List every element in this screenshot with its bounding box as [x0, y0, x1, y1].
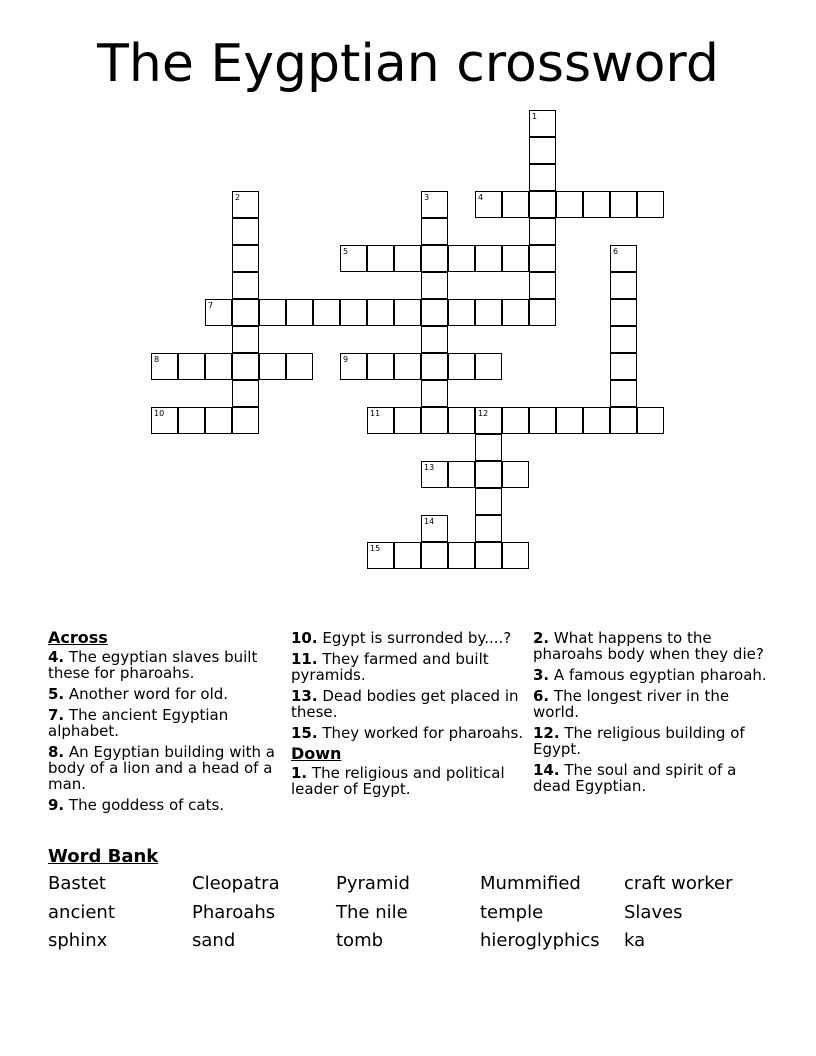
clue-number: 1 [532, 112, 538, 121]
across-header: Across [48, 628, 108, 647]
grid-cell[interactable] [367, 353, 394, 380]
grid-cell[interactable] [475, 245, 502, 272]
clue-number: 14 [424, 517, 435, 526]
grid-cell[interactable] [367, 299, 394, 326]
grid-cell[interactable] [421, 245, 448, 272]
clue-number: 3 [424, 193, 430, 202]
grid-cell[interactable] [529, 137, 556, 164]
word-bank-item: temple [480, 902, 544, 923]
clue-item [533, 762, 768, 794]
clue-column-3 [533, 630, 768, 799]
clue-number: 9. [48, 796, 65, 814]
grid-cell[interactable] [232, 218, 259, 245]
grid-cell[interactable] [340, 353, 367, 380]
word-bank-item: craft worker [624, 873, 733, 894]
clue-number: 2. [533, 629, 550, 647]
clue-text: What happens to the pharoahs body when they die? [533, 629, 764, 663]
clue-text: Dead bodies get placed in these. [291, 687, 519, 721]
clue-item [291, 651, 526, 683]
grid-cell[interactable] [232, 245, 259, 272]
grid-cell[interactable] [151, 407, 178, 434]
clue-number: 13 [424, 463, 435, 472]
clue-text: The longest river in the world. [533, 687, 730, 721]
clue-item [48, 744, 283, 792]
word-bank-item: Bastet [48, 873, 106, 894]
clue-number: 13. [291, 687, 318, 705]
clue-item [291, 765, 526, 797]
word-bank-item: Slaves [624, 902, 683, 923]
grid-cell[interactable] [232, 299, 259, 326]
clue-column-2 [291, 630, 526, 802]
word-bank-title: Word Bank [48, 846, 159, 867]
clue-item [48, 649, 283, 681]
grid-cell[interactable] [232, 191, 259, 218]
grid-cell[interactable] [610, 191, 637, 218]
clue-text: A famous egyptian pharoah. [549, 666, 767, 684]
grid-cell[interactable] [529, 272, 556, 299]
grid-cell[interactable] [610, 272, 637, 299]
clue-number: 8 [154, 355, 160, 364]
grid-cell[interactable] [421, 191, 448, 218]
word-bank-item: The nile [336, 902, 408, 923]
word-bank-item: Cleopatra [192, 873, 280, 894]
word-bank-item: Pharoahs [192, 902, 276, 923]
grid-cell[interactable] [421, 326, 448, 353]
grid-cell[interactable] [502, 542, 529, 569]
clue-number: 2 [235, 193, 241, 202]
page-title: The Eygptian crossword [97, 34, 719, 94]
grid-cell[interactable] [502, 299, 529, 326]
grid-cell[interactable] [475, 434, 502, 461]
grid-cell[interactable] [610, 380, 637, 407]
clue-text: The egyptian slaves built these for pharoahs. [48, 648, 258, 682]
grid-cell[interactable] [475, 542, 502, 569]
clue-text: An Egyptian building with a body of a lion and a head of a man. [48, 743, 275, 793]
clue-text: They worked for pharoahs. [317, 724, 524, 742]
grid-cell[interactable] [421, 407, 448, 434]
clue-number: 7 [208, 301, 214, 310]
clue-number: 7. [48, 706, 65, 724]
clue-number: 10 [154, 409, 165, 418]
grid-cell[interactable] [313, 299, 340, 326]
clue-number: 10. [291, 629, 318, 647]
clue-text: The religious and political leader of Egypt. [291, 764, 505, 798]
word-bank-item: sphinx [48, 930, 108, 951]
clue-number: 11 [370, 409, 381, 418]
grid-cell[interactable] [475, 461, 502, 488]
clue-item [48, 707, 283, 739]
grid-cell[interactable] [421, 380, 448, 407]
grid-cell[interactable] [286, 299, 313, 326]
grid-cell[interactable] [205, 407, 232, 434]
clue-item [533, 630, 768, 662]
grid-cell[interactable] [421, 272, 448, 299]
grid-cell[interactable] [367, 407, 394, 434]
grid-cell[interactable] [394, 407, 421, 434]
grid-cell[interactable] [448, 461, 475, 488]
grid-cell[interactable] [529, 299, 556, 326]
clue-number: 8. [48, 743, 65, 761]
clue-number: 4 [478, 193, 484, 202]
word-bank-item: ka [624, 930, 646, 951]
grid-cell[interactable] [232, 407, 259, 434]
grid-cell[interactable] [448, 353, 475, 380]
grid-cell[interactable] [151, 353, 178, 380]
grid-cell[interactable] [205, 299, 232, 326]
grid-cell[interactable] [340, 245, 367, 272]
grid-cell[interactable] [367, 542, 394, 569]
clue-number: 5 [343, 247, 349, 256]
grid-cell[interactable] [340, 299, 367, 326]
grid-cell[interactable] [529, 407, 556, 434]
grid-cell[interactable] [178, 407, 205, 434]
clue-number: 6. [533, 687, 550, 705]
grid-cell[interactable] [421, 542, 448, 569]
clue-number: 9 [343, 355, 349, 364]
grid-cell[interactable] [394, 245, 421, 272]
grid-cell[interactable] [367, 245, 394, 272]
clue-number: 12 [478, 409, 489, 418]
clue-text: The religious building of Egypt. [533, 724, 745, 758]
clue-number: 1. [291, 764, 308, 782]
grid-cell[interactable] [232, 272, 259, 299]
clue-text: Another word for old. [64, 685, 229, 703]
grid-cell[interactable] [259, 353, 286, 380]
grid-cell[interactable] [610, 407, 637, 434]
grid-cell[interactable] [529, 245, 556, 272]
grid-cell[interactable] [556, 407, 583, 434]
word-bank-item: tomb [336, 930, 384, 951]
grid-cell[interactable] [421, 461, 448, 488]
clue-number: 4. [48, 648, 65, 666]
clue-item [48, 686, 283, 702]
grid-cell[interactable] [475, 407, 502, 434]
clue-number: 3. [533, 666, 550, 684]
grid-cell[interactable] [529, 110, 556, 137]
grid-cell[interactable] [259, 299, 286, 326]
clue-text: The soul and spirit of a dead Egyptian. [533, 761, 737, 795]
clue-text: The ancient Egyptian alphabet. [48, 706, 229, 740]
grid-cell[interactable] [475, 353, 502, 380]
grid-cell[interactable] [394, 353, 421, 380]
clue-item [291, 725, 526, 741]
grid-cell[interactable] [610, 245, 637, 272]
grid-cell[interactable] [529, 164, 556, 191]
clue-text: They farmed and built pyramids. [291, 650, 489, 684]
grid-cell[interactable] [448, 542, 475, 569]
grid-cell[interactable] [286, 353, 313, 380]
grid-cell[interactable] [421, 299, 448, 326]
grid-cell[interactable] [232, 353, 259, 380]
clue-number: 15. [291, 724, 318, 742]
word-bank-item: ancient [48, 902, 115, 923]
grid-cell[interactable] [232, 380, 259, 407]
grid-cell[interactable] [448, 245, 475, 272]
grid-cell[interactable] [475, 488, 502, 515]
grid-cell[interactable] [583, 407, 610, 434]
grid-cell[interactable] [394, 542, 421, 569]
grid-cell[interactable] [448, 407, 475, 434]
grid-cell[interactable] [610, 299, 637, 326]
clue-item [533, 667, 768, 683]
grid-cell[interactable] [421, 515, 448, 542]
word-bank-item: sand [192, 930, 236, 951]
grid-cell[interactable] [502, 191, 529, 218]
clue-item [48, 797, 283, 813]
grid-cell[interactable] [475, 515, 502, 542]
grid-cell[interactable] [637, 407, 664, 434]
clue-number: 11. [291, 650, 318, 668]
grid-cell[interactable] [502, 461, 529, 488]
grid-cell[interactable] [502, 245, 529, 272]
clue-item [291, 688, 526, 720]
grid-cell[interactable] [502, 407, 529, 434]
grid-cell[interactable] [610, 326, 637, 353]
grid-cell[interactable] [421, 218, 448, 245]
grid-cell[interactable] [232, 326, 259, 353]
clue-item [533, 688, 768, 720]
word-bank-item: Mummified [480, 873, 581, 894]
grid-cell[interactable] [556, 191, 583, 218]
down-header: Down [291, 744, 342, 763]
grid-cell[interactable] [637, 191, 664, 218]
word-bank-item: hieroglyphics [480, 930, 600, 951]
grid-cell[interactable] [583, 191, 610, 218]
grid-cell[interactable] [475, 191, 502, 218]
clue-number: 14. [533, 761, 560, 779]
grid-cell[interactable] [394, 299, 421, 326]
clue-item [533, 725, 768, 757]
grid-cell[interactable] [610, 353, 637, 380]
clue-item [291, 630, 526, 646]
grid-cell[interactable] [205, 353, 232, 380]
grid-cell[interactable] [448, 299, 475, 326]
clue-text: Egypt is surronded by....? [317, 629, 512, 647]
clue-column-1 [48, 630, 283, 818]
grid-cell[interactable] [529, 218, 556, 245]
clue-number: 6 [613, 247, 619, 256]
grid-cell[interactable] [421, 353, 448, 380]
grid-cell[interactable] [178, 353, 205, 380]
word-bank-item: Pyramid [336, 873, 410, 894]
grid-cell[interactable] [475, 299, 502, 326]
clue-text: The goddess of cats. [64, 796, 225, 814]
clue-number: 5. [48, 685, 65, 703]
clue-number: 12. [533, 724, 560, 742]
grid-cell[interactable] [529, 191, 556, 218]
clue-number: 15 [370, 544, 381, 553]
